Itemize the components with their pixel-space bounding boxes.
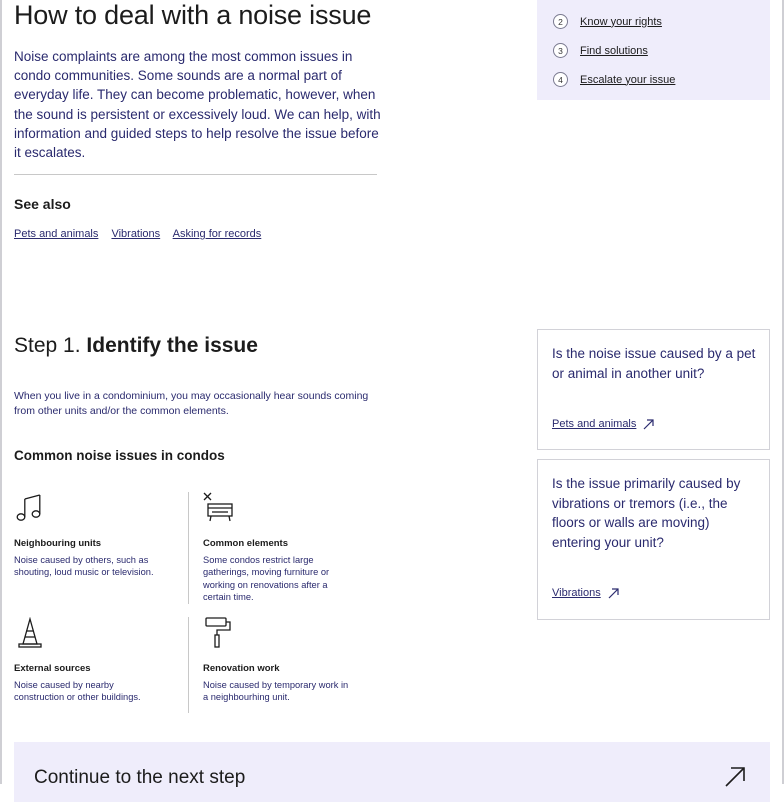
arrow-up-right-icon (724, 766, 746, 788)
steps-nav-label[interactable]: Find solutions (580, 44, 648, 57)
card-link-vibrations[interactable] (552, 587, 619, 599)
continue-label: Continue to the next step (34, 767, 246, 788)
see-also-link-vibrations[interactable]: Vibrations (111, 228, 161, 240)
card-question: Is the issue primarily caused by vibrations or tremors (i.e., the floors or walls are moving) entering your unit? (552, 476, 741, 550)
external-arrow-icon (608, 588, 619, 599)
music-note-icon (14, 492, 46, 524)
issue-title: External sources (14, 663, 91, 674)
step-number-badge: 2 (553, 14, 568, 29)
steps-nav-label[interactable]: Know your rights (580, 15, 662, 28)
vibrations-question-card (537, 459, 770, 620)
paint-roller-icon (203, 617, 235, 649)
see-also-heading: See also (14, 196, 71, 212)
see-also-link-pets[interactable]: Pets and animals (14, 228, 99, 240)
step1-heading (14, 334, 258, 358)
issue-description: Noise caused by nearby construction or other buildings. (14, 680, 141, 703)
issue-description: Noise caused by others, such as shouting, loud music or television. (14, 555, 154, 578)
step1-description: When you live in a condominium, you may occasionally hear sounds coming from other units and/or the common elements. (14, 390, 369, 417)
card-link-label: Pets and animals (552, 418, 637, 430)
see-also-link-records[interactable]: Asking for records (172, 228, 262, 240)
issue-title: Renovation work (203, 663, 280, 674)
step1-title: Identify the issue (86, 334, 258, 357)
step1-prefix: Step 1. (14, 334, 81, 357)
card-question: Is the noise issue caused by a pet or animal in another unit? (552, 346, 756, 381)
issue-neighbouring-units (14, 492, 174, 602)
common-issues-heading: Common noise issues in condos (14, 448, 225, 463)
steps-nav-label[interactable]: Escalate your issue (580, 73, 676, 86)
see-also-links (14, 228, 271, 240)
card-link-label: Vibrations (552, 587, 601, 599)
intro-paragraph: Noise complaints are among the most common issues in condo communities. Some sounds are a normal part of everyday life. They can become problematic, however, when the sound is persistent or excessively loud. We can help, with information and guided steps to help resolve the issue before it escalates. (14, 49, 381, 161)
traffic-cone-icon (14, 617, 46, 649)
steps-nav-item-rights[interactable] (553, 14, 662, 29)
furniture-icon (203, 492, 235, 524)
issue-title: Common elements (203, 538, 288, 549)
section-divider (14, 174, 377, 175)
steps-nav-item-escalate[interactable] (553, 72, 675, 87)
issue-description: Some condos restrict large gatherings, moving furniture or working on renovations after a certain time. (203, 555, 330, 602)
issue-column-divider (188, 492, 189, 604)
steps-navigation-panel (537, 0, 770, 100)
card-link-pets[interactable] (552, 418, 654, 430)
steps-nav-item-solutions[interactable] (553, 43, 648, 58)
step-number-badge: 4 (553, 72, 568, 87)
issue-renovation-work (203, 617, 363, 717)
step-number-badge: 3 (553, 43, 568, 58)
window-left-border (0, 0, 2, 784)
pets-question-card (537, 329, 770, 450)
issue-title: Neighbouring units (14, 538, 102, 549)
issue-external-sources (14, 617, 174, 717)
issue-common-elements (203, 492, 363, 602)
external-arrow-icon (643, 419, 654, 430)
issue-description: Noise caused by temporary work in a neighbourhing unit. (203, 680, 349, 703)
continue-next-step-button[interactable] (14, 742, 770, 802)
page-title: How to deal with a noise issue (14, 0, 372, 30)
issue-column-divider (188, 617, 189, 713)
